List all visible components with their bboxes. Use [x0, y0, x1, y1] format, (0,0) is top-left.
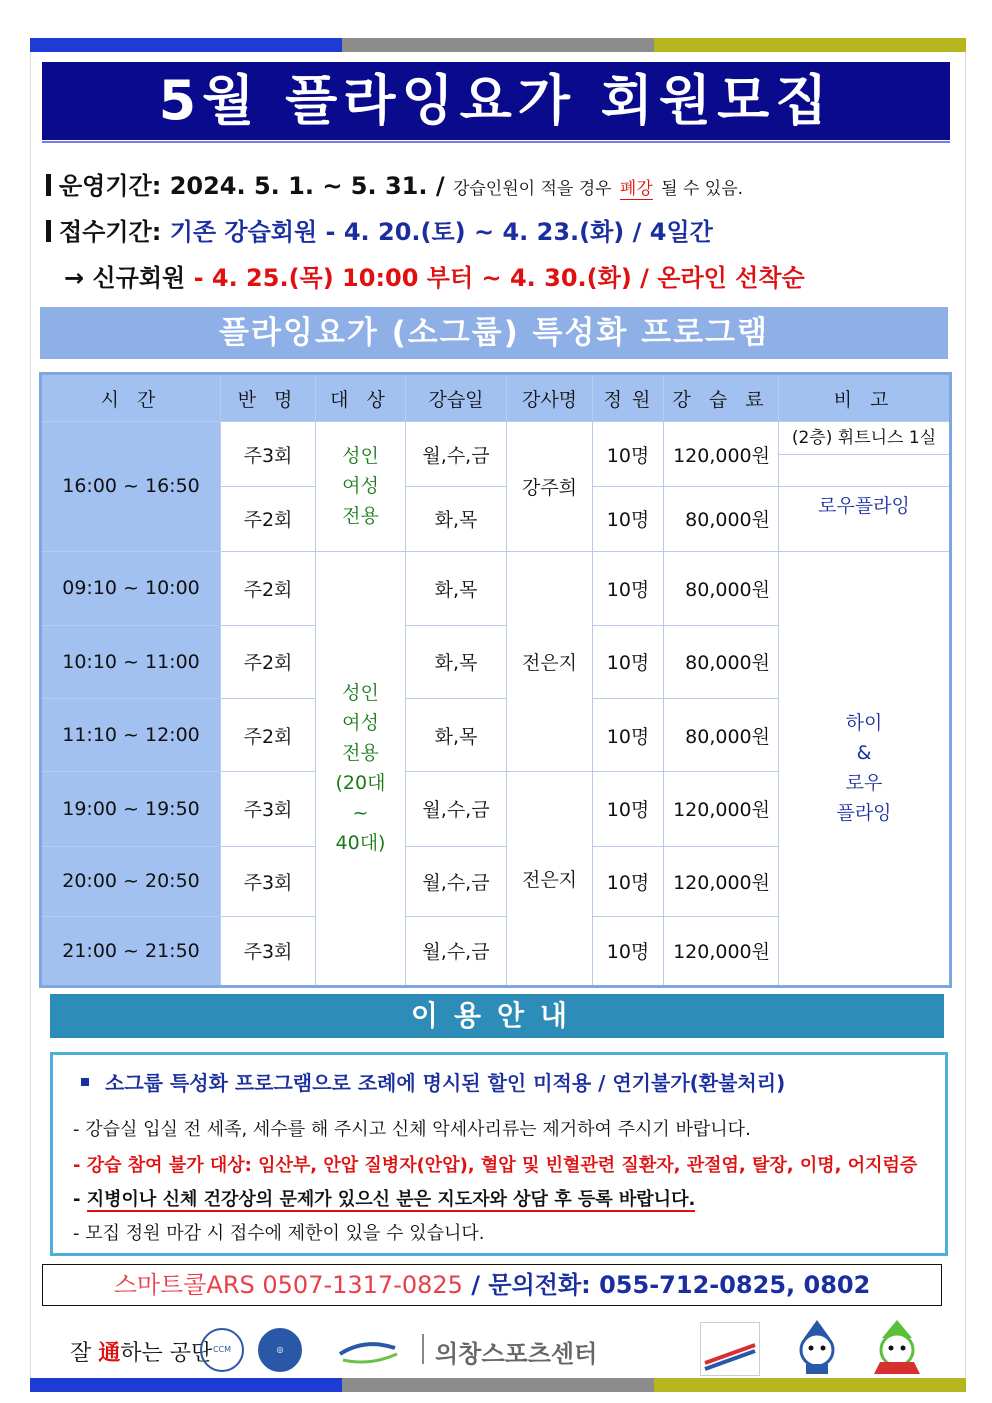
capacity-cell: 10명 — [593, 916, 664, 986]
fee-cell: 80,000원 — [664, 699, 779, 772]
time-cell: 21:00 ~ 21:50 — [41, 916, 221, 986]
days-cell: 월,수,금 — [406, 846, 507, 916]
fee-cell: 120,000원 — [664, 846, 779, 916]
program-title: 플라잉요가 (소그룹) 특성화 프로그램 — [40, 307, 948, 359]
capacity-cell: 10명 — [593, 487, 664, 551]
logo-divider — [422, 1334, 424, 1364]
note-text: 로우 — [845, 772, 883, 795]
table-row — [41, 422, 951, 487]
target-text: 전용 — [342, 505, 379, 528]
top-color-bar — [30, 38, 966, 52]
reception-existing: 기존 강습회원 - 4. 20.(토) ~ 4. 23.(화) / 4일간 — [169, 218, 713, 246]
header-days: 강습일 — [406, 374, 507, 422]
days-cell: 화,목 — [406, 699, 507, 772]
days-cell: 월,수,금 — [406, 772, 507, 846]
instructor-cell: 강주희 — [507, 422, 593, 551]
period-note-red: 폐강 — [619, 179, 653, 199]
capacity-cell: 10명 — [593, 699, 664, 772]
reception-new — [64, 258, 805, 293]
time-cell: 11:10 ~ 12:00 — [41, 699, 221, 772]
guide-title: 이용안내 — [50, 994, 944, 1038]
header-capacity: 정 원 — [593, 374, 664, 422]
class-cell: 주2회 — [221, 487, 316, 551]
fee-cell: 120,000원 — [664, 916, 779, 986]
schedule-table — [39, 372, 952, 988]
contact-box — [42, 1264, 942, 1306]
note-text: & — [856, 742, 872, 765]
footer — [60, 1316, 940, 1376]
guide-line-3 — [73, 1185, 695, 1211]
guide-line-3-dash: - — [73, 1189, 81, 1210]
slogan — [70, 1336, 212, 1367]
header-instructor: 강사명 — [507, 374, 593, 422]
target-text: 여성 — [342, 475, 379, 498]
capacity-cell: 10명 — [593, 551, 664, 625]
class-cell: 주2회 — [221, 625, 316, 698]
bottom-color-bar — [30, 1378, 966, 1392]
instructor-cell: 전은지 — [507, 772, 593, 987]
capacity-cell: 10명 — [593, 422, 664, 487]
class-cell: 주3회 — [221, 422, 316, 487]
guide-main — [81, 1067, 785, 1096]
header-fee: 강 습 료 — [664, 374, 779, 422]
bullet-bar-icon — [46, 174, 51, 196]
class-cell: 주2회 — [221, 551, 316, 625]
reception-period — [46, 212, 713, 247]
guide-line-4: - 모집 정원 마감 시 접수에 제한이 있을 수 있습니다. — [73, 1223, 485, 1244]
center-name: 의창스포츠센터 — [435, 1340, 598, 1368]
fee-cell: 120,000원 — [664, 772, 779, 846]
period-note-pre: 강습인원이 적을 경우 — [452, 179, 612, 199]
contact-separator: / — [471, 1271, 481, 1299]
days-cell: 화,목 — [406, 487, 507, 551]
target-text: 40대) — [335, 832, 386, 855]
days-cell: 화,목 — [406, 625, 507, 698]
time-cell: 09:10 ~ 10:00 — [41, 551, 221, 625]
header-target: 대 상 — [316, 374, 406, 422]
fee-cell: 120,000원 — [664, 422, 779, 487]
note-text: 플라잉 — [836, 802, 892, 825]
capacity-cell: 10명 — [593, 772, 664, 846]
table-header-row — [41, 374, 951, 422]
reception-arrow: → 신규회원 — [64, 264, 186, 292]
ars-number: 스마트콜ARS 0507-1317-0825 — [113, 1271, 463, 1299]
target-text: 성인 — [342, 445, 379, 468]
page-title: 5월 플라잉요가 회원모집 — [42, 62, 950, 140]
days-cell: 월,수,금 — [406, 916, 507, 986]
table-row — [41, 551, 951, 625]
time-cell: 19:00 ~ 19:50 — [41, 772, 221, 846]
fee-cell: 80,000원 — [664, 625, 779, 698]
target-text: 여성 — [342, 712, 379, 735]
days-cell: 월,수,금 — [406, 422, 507, 487]
header-note: 비 고 — [779, 374, 951, 422]
class-cell: 주3회 — [221, 916, 316, 986]
target-cell — [316, 551, 406, 986]
capacity-cell: 10명 — [593, 846, 664, 916]
period-value: 2024. 5. 1. ~ 5. 31. / — [169, 172, 445, 200]
note-low-flying: 로우플라잉 — [779, 487, 951, 551]
note-location: (2층) 휘트니스 1실 — [779, 422, 949, 455]
target-cell — [316, 422, 406, 551]
blue-mascot-icon — [786, 1318, 848, 1376]
target-text: 성인 — [342, 682, 379, 705]
green-mascot-icon — [866, 1318, 928, 1376]
time-cell: 16:00 ~ 16:50 — [41, 422, 221, 551]
target-text: 전용 — [342, 742, 379, 765]
slogan-text: 하는 공단 — [120, 1341, 213, 1366]
note-text: 하이 — [845, 712, 883, 735]
guide-main-text: 소그룹 특성화 프로그램으로 조례에 명시된 할인 미적용 / 연기불가(환불처리) — [105, 1071, 786, 1095]
bullet-bar-icon — [46, 220, 51, 242]
guide-line-2: - 강습 참여 불가 대상: 임산부, 안압 질병자(안압), 혈압 및 빈혈관련 질환자, 관절염, 탈장, 이명, 어지럼증 — [73, 1155, 918, 1176]
capacity-cell: 10명 — [593, 625, 664, 698]
target-text: ~ — [352, 802, 369, 825]
corporation-logo-icon — [335, 1336, 425, 1366]
instructor-cell: 전은지 — [507, 551, 593, 772]
period-note-post: 될 수 있음. — [661, 179, 744, 199]
period-label: 운영기간: — [59, 172, 162, 200]
target-text: (20대 — [335, 772, 386, 795]
fee-cell: 80,000원 — [664, 551, 779, 625]
class-cell: 주3회 — [221, 772, 316, 846]
reception-label: 접수기간: — [59, 218, 162, 246]
title-underline — [42, 141, 950, 143]
note-cell — [779, 551, 951, 986]
human-rights-badge-icon: ◎ — [258, 1328, 302, 1372]
slogan-highlight: 通 — [98, 1341, 121, 1366]
class-cell: 주3회 — [221, 846, 316, 916]
guide-box — [50, 1052, 948, 1256]
time-cell: 20:00 ~ 20:50 — [41, 846, 221, 916]
note-cell — [779, 422, 951, 487]
class-cell: 주2회 — [221, 699, 316, 772]
header-class: 반 명 — [221, 374, 316, 422]
slogan-text: 잘 — [70, 1341, 92, 1366]
header-time: 시 간 — [41, 374, 221, 422]
fee-cell: 80,000원 — [664, 487, 779, 551]
certification-mark-icon — [700, 1322, 760, 1376]
square-bullet-icon — [81, 1078, 89, 1086]
operation-period — [46, 166, 743, 201]
reception-new-value: - 4. 25.(목) 10:00 부터 ~ 4. 30.(화) / 온라인 선착순 — [193, 264, 805, 292]
guide-line-3-text: 지병이나 신체 건강상의 문제가 있으신 분은 지도자와 상담 후 등록 바랍니다. — [86, 1189, 696, 1210]
ccm-badge-icon: CCM — [200, 1328, 244, 1372]
guide-line-1: - 강습실 입실 전 세족, 세수를 해 주시고 신체 악세사리류는 제거하여 주시기 바랍니다. — [73, 1119, 751, 1140]
phone-number: 문의전화: 055-712-0825, 0802 — [488, 1271, 871, 1299]
time-cell: 10:10 ~ 11:00 — [41, 625, 221, 698]
days-cell: 화,목 — [406, 551, 507, 625]
